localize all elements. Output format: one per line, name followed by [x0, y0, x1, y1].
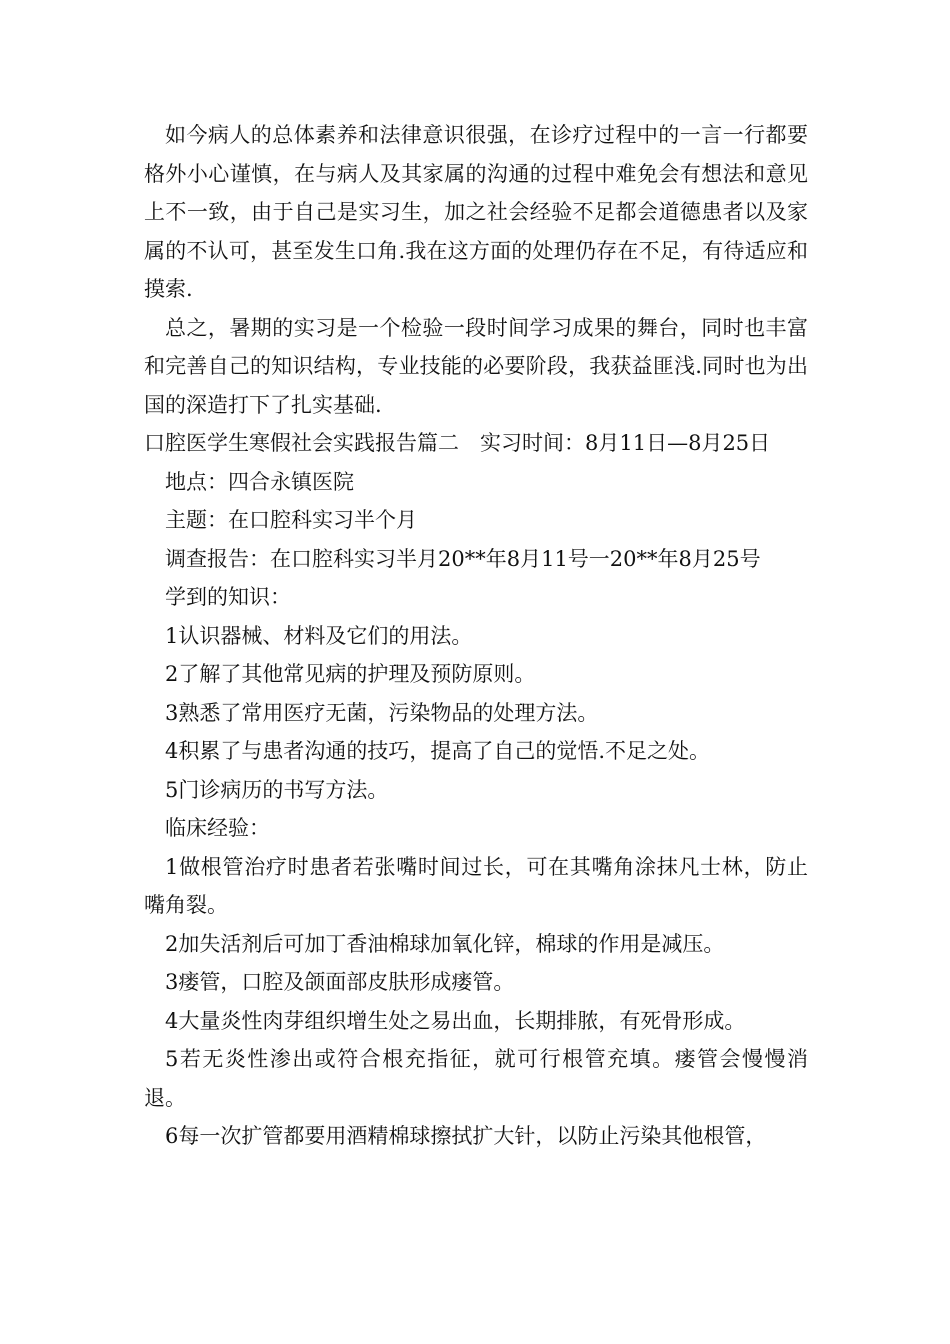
- list-item: 3熟悉了常用医疗无菌，污染物品的处理方法。: [165, 700, 599, 725]
- list-item: 5若无炎性渗出或符合根充指征，就可行根管充填。瘘管会慢慢消退。: [144, 1047, 808, 1110]
- list-item: 5门诊病历的书写方法。: [165, 777, 389, 802]
- list-item: 2加失活剂后可加丁香油棉球加氧化锌，棉球的作用是减压。: [165, 931, 725, 956]
- list-item: 1认识器械、材料及它们的用法。: [165, 623, 473, 648]
- paragraph-patient-awareness: 如今病人的总体素养和法律意识很强，在诊疗过程中的一言一行都要格外小心谨慎，在与病人及其家属的沟通的过程中难免会有想法和意见上不一致，由于自己是实习生，加之社会经验不足都会道德患者以及家属的不认可，甚至发生口角.我在这方面的处理仍存在不足，有待适应和摸索.: [144, 123, 808, 301]
- list-item: 4大量炎性肉芽组织增生处之易出血，长期排脓，有死骨形成。: [165, 1008, 746, 1033]
- paragraph-location: 地点：四合永镇医院: [165, 469, 354, 494]
- list-item: 1做根管治疗时患者若张嘴时间过长，可在其嘴角涂抹凡士林，防止嘴角裂。: [144, 854, 808, 917]
- list-item: 6每一次扩管都要用酒精棉球擦拭扩大针，以防止污染其他根管，: [165, 1124, 767, 1148]
- paragraph-topic: 主题：在口腔科实习半个月: [165, 508, 417, 532]
- report-heading-part-two: 口腔医学生寒假社会实践报告篇二 实习时间：8月11日—8月25日: [144, 431, 771, 455]
- list-item: 4积累了与患者沟通的技巧，提高了自己的觉悟.不足之处。: [165, 739, 711, 763]
- document-body: [144, 116, 808, 1156]
- section-heading-clinical-experience: 临床经验：: [165, 816, 270, 840]
- paragraph-summary: 总之，暑期的实习是一个检验一段时间学习成果的舞台，同时也丰富和完善自己的知识结构，专业技能的必要阶段，我获益匪浅.同时也为出国的深造打下了扎实基础.: [144, 315, 808, 417]
- list-item: 2了解了其他常见病的护理及预防原则。: [165, 662, 536, 686]
- paragraph-survey-report: 调查报告：在口腔科实习半月20**年8月11号一20**年8月25号: [165, 546, 761, 571]
- list-item: 3瘘管，口腔及颌面部皮肤形成瘘管。: [165, 970, 515, 994]
- section-heading-knowledge: 学到的知识：: [165, 585, 291, 609]
